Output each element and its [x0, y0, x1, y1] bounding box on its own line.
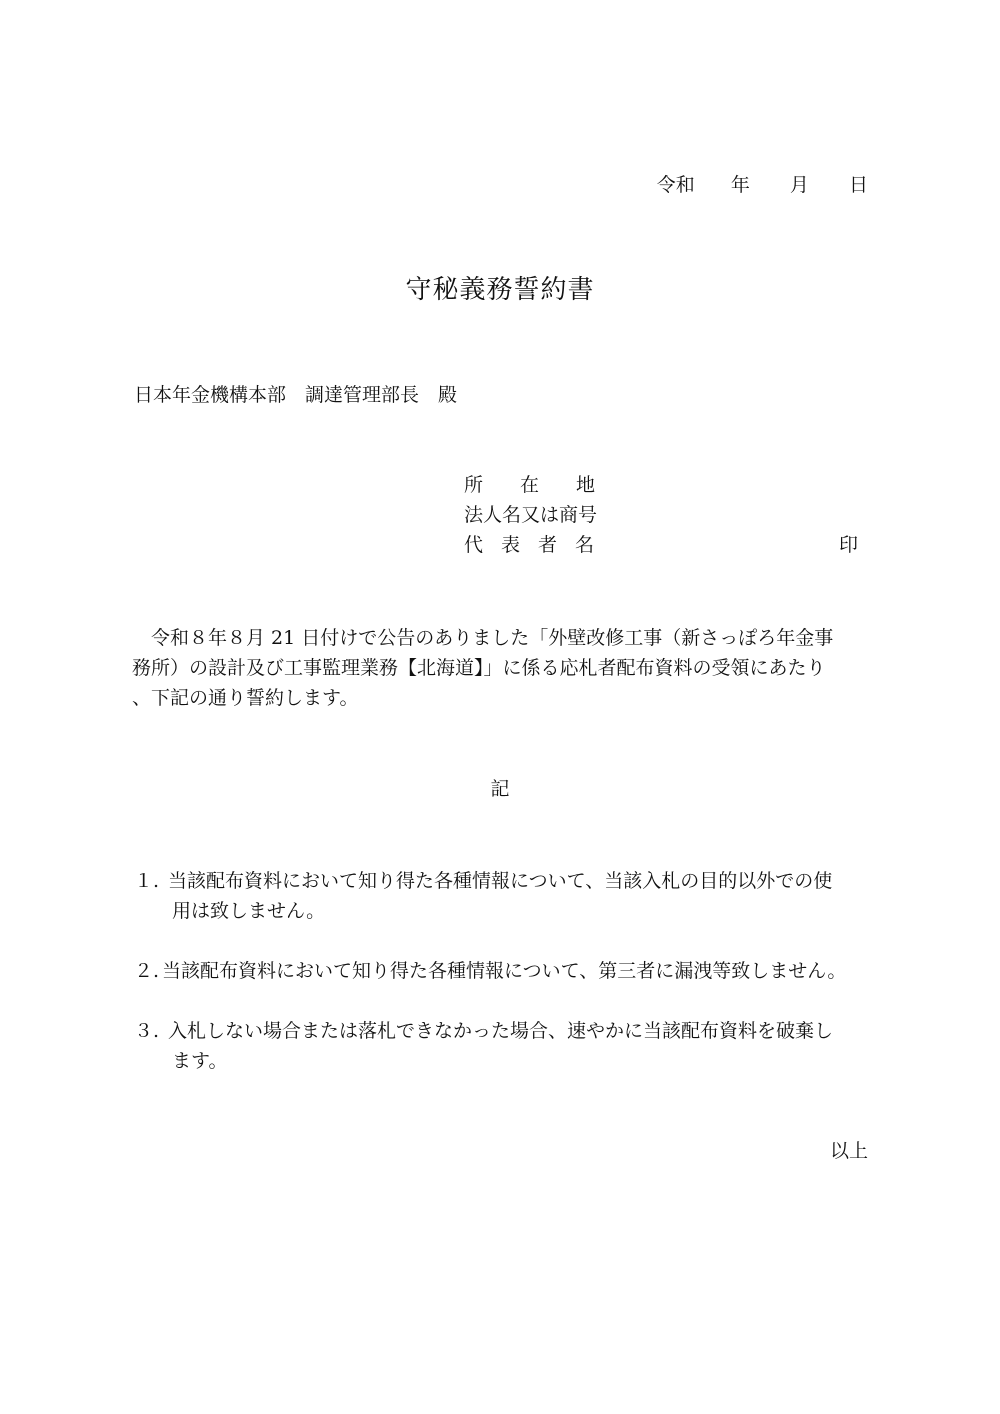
- body-paragraph: [132, 623, 870, 713]
- clause-item: [134, 956, 874, 986]
- clause-text: 入札しない場合または落札できなかった場合、速やかに当該配布資料を破棄し: [168, 1020, 834, 1042]
- addressee-honorific: 殿: [438, 384, 458, 406]
- clause-number: ３.: [134, 1020, 160, 1042]
- clause-item: [134, 1016, 874, 1076]
- closing-mark: 以上: [829, 1140, 868, 1162]
- ki-heading: 記: [490, 778, 510, 800]
- date-day-unit: 日: [848, 174, 868, 196]
- signer-company-row: [464, 500, 864, 530]
- signer-block: [464, 470, 864, 560]
- clause-text-continued: ます。: [172, 1050, 228, 1072]
- seal-mark: 印: [838, 534, 858, 556]
- clause-text-continued: 用は致しません。: [172, 900, 326, 922]
- body-line-2: 務所）の設計及び工事監理業務【北海道】」に係る応札者配布資料の受領にあたり: [132, 657, 826, 679]
- date-year-unit: 年: [730, 174, 750, 196]
- clause-text: 当該配布資料において知り得た各種情報について、第三者に漏洩等致しません。: [162, 960, 847, 982]
- addressee: [134, 380, 457, 410]
- location-label: 所在地: [464, 474, 633, 496]
- representative-label: 代表者名: [464, 534, 613, 556]
- body-line-1: 令和８年８月 21 日付けで公告のありました「外壁改修工事（新さっぽろ年金事: [151, 627, 834, 649]
- date-line: [657, 170, 868, 200]
- addressee-position: 調達管理部長: [305, 384, 420, 406]
- company-label: 法人名又は商号: [464, 504, 598, 526]
- date-era: 令和: [656, 174, 695, 196]
- document-title: 守秘義務誓約書: [405, 275, 595, 305]
- clause-number: ２.: [134, 960, 160, 982]
- clause-text: 当該配布資料において知り得た各種情報について、当該入札の目的以外での使: [168, 870, 833, 892]
- clause-item: [134, 866, 874, 926]
- clause-number: １.: [134, 870, 160, 892]
- date-month-unit: 月: [789, 174, 809, 196]
- body-line-3: 、下記の通り誓約します。: [132, 687, 359, 709]
- signer-location-row: [464, 470, 864, 500]
- signer-representative-row: [464, 530, 864, 560]
- addressee-organization: 日本年金機構本部: [134, 384, 287, 406]
